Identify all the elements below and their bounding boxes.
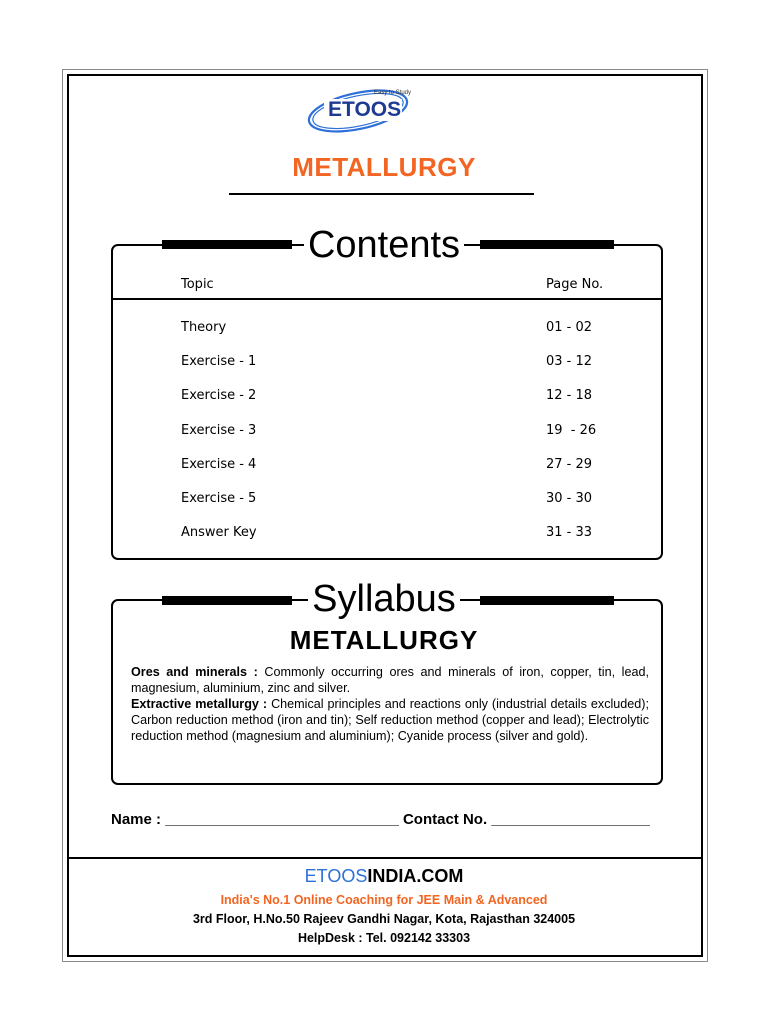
table-header-rule	[113, 298, 661, 300]
name-label: Name :	[111, 811, 162, 828]
svg-text:ETOOS: ETOOS	[328, 98, 402, 121]
contact-field[interactable]: ___________________	[491, 811, 650, 828]
syllabus-item-text: Chemical principles and reactions only (industrial details excluded); Carbon reduction method (iron and tin); Self reduction method (copper and lead); Electrolytic reduction method (magnesium and aluminium); Cyanide process (silver and gold).	[131, 697, 650, 743]
name-field[interactable]: ____________________________	[165, 811, 399, 828]
student-info-form	[111, 811, 671, 828]
table-row-topic: Exercise - 4	[181, 457, 257, 472]
table-row-topic: Exercise - 3	[181, 423, 257, 438]
footer-address: 3rd Floor, H.No.50 Rajeev Gandhi Nagar, Kota, Rajasthan 324005	[192, 912, 576, 926]
etoos-logo	[306, 83, 420, 139]
table-row-topic: Exercise - 1	[181, 354, 257, 369]
table-row-page: 27 - 29	[546, 457, 593, 472]
table-row-page: 19 - 26	[546, 423, 597, 438]
footer-tagline: India's No.1 Online Coaching for JEE Main & Advanced	[220, 893, 548, 907]
table-row-page: 30 - 30	[546, 491, 593, 506]
header-topic: Topic	[181, 277, 214, 292]
syllabus-item-label: Extractive metallurgy :	[131, 697, 268, 711]
table-row-page: 01 - 02	[546, 320, 593, 335]
table-row-page: 12 - 18	[546, 388, 593, 403]
contact-label: Contact No.	[402, 811, 488, 828]
site-link[interactable]	[0, 866, 768, 887]
site-rest: INDIA.COM	[367, 866, 464, 886]
syllabus-title: METALLURGY	[289, 625, 479, 655]
syllabus-item-label: Ores and minerals :	[131, 665, 258, 679]
syllabus-heading: Syllabus	[308, 578, 460, 620]
syllabus-item	[131, 696, 649, 744]
footer-helpdesk: HelpDesk : Tel. 092142 33303	[297, 931, 471, 945]
table-row-page: 03 - 12	[546, 354, 593, 369]
svg-text:Easy to Study: Easy to Study	[374, 90, 412, 96]
site-accent: ETOOS	[304, 866, 368, 886]
syllabus-item	[131, 664, 649, 696]
table-row-topic: Exercise - 2	[181, 388, 257, 403]
syllabus-item-text: Commonly occurring ores and minerals of iron, copper, tin, lead, magnesium, aluminium, zinc and silver.	[131, 665, 649, 695]
contents-heading: Contents	[304, 224, 464, 266]
syllabus-body	[131, 664, 649, 744]
table-row-topic: Exercise - 5	[181, 491, 257, 506]
table-row-topic: Answer Key	[181, 525, 257, 540]
table-row-page: 31 - 33	[546, 525, 593, 540]
page-title: METALLURGY	[292, 152, 476, 182]
footer-divider	[67, 857, 703, 859]
table-row-topic: Theory	[181, 320, 227, 335]
title-underline	[229, 193, 534, 195]
header-page: Page No.	[546, 277, 604, 292]
